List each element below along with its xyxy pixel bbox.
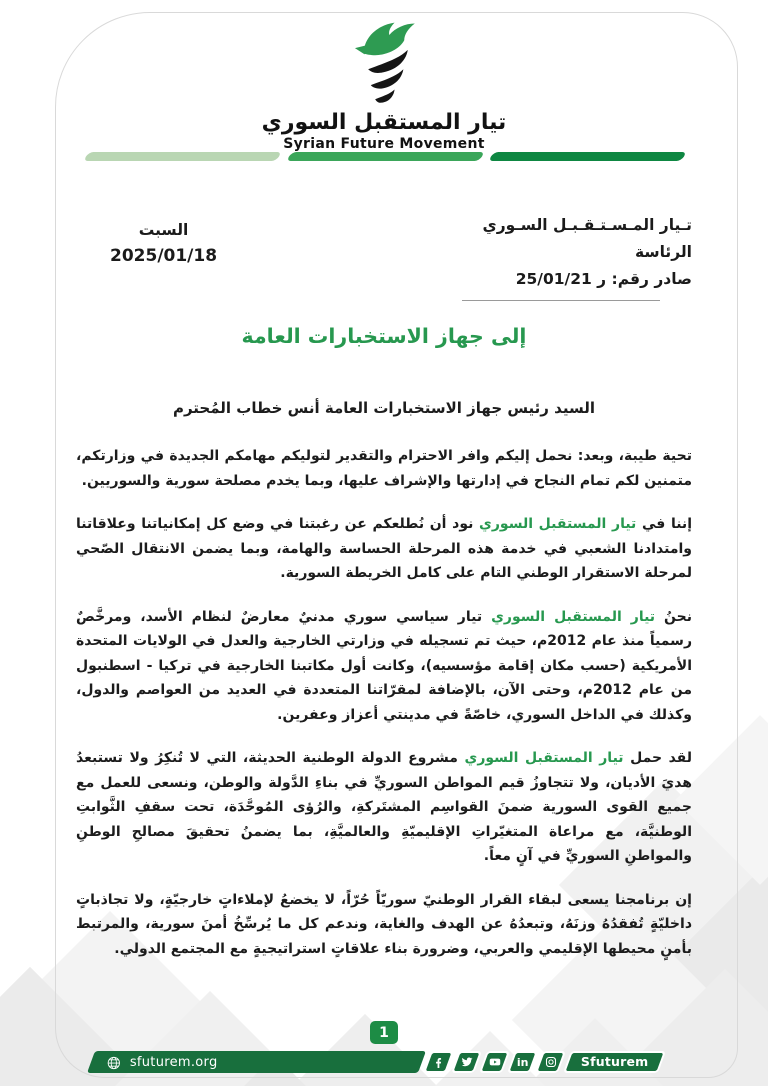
- paragraph: [76, 888, 692, 962]
- footer: [95, 1051, 662, 1073]
- youtube-icon[interactable]: [479, 1051, 510, 1073]
- paragraph-text: مشروع الدولة الوطنية الحديثة، التي لا تُنكِرُ ولا تستبعدُ هديَ الأديان، ولا تتجاوزُ قيم المواطن السوريِّ في بناءِ الدَّولة والوطن، ونسعى للعمل مع جميع القوى السورية ضمنَ القواسِم المشتَركةِ، والرُؤى المُوحَّدَة، تحت سقفِ الثَّوابتِ الوطنيَّة، مع مراعاة المتغيّراتِ الإقليميّةِ والعالميَّةِ، بما يضمنُ تحقيقَ مصالحِ الوطنِ والمواطنِ السوريِّ في آنٍ معاً.: [76, 750, 692, 864]
- org-english-name: Syrian Future Movement: [283, 136, 485, 152]
- letter-meta: [110, 212, 692, 301]
- linkedin-glyph: in: [516, 1055, 528, 1069]
- meta-issuer-block: [462, 212, 692, 301]
- reference-divider: [462, 300, 660, 301]
- paragraph: [76, 512, 692, 586]
- meta-date: 2025/01/18: [110, 246, 218, 266]
- page-number-badge: 1: [370, 1021, 398, 1044]
- paragraph: [76, 746, 692, 869]
- website-bar[interactable]: [87, 1051, 426, 1073]
- linkedin-icon[interactable]: [507, 1051, 538, 1073]
- meta-reference: صادر رقم: ر 25/01/21: [515, 270, 692, 288]
- addressee-line: السيد رئيس جهاز الاستخبارات العامة أنس خطاب المُحترم: [172, 399, 595, 417]
- meta-day: السبت: [138, 221, 189, 239]
- letter-title: إلى جهاز الاستخبارات العامة: [241, 324, 527, 348]
- paragraph-text: إننا في: [636, 516, 692, 532]
- org-name-accent: تيار المستقبل السوري: [479, 516, 637, 532]
- facebook-icon[interactable]: [423, 1051, 454, 1073]
- paragraph-text: نحنُ: [655, 608, 692, 625]
- bar-dark-green: [489, 152, 687, 161]
- letter-paragraphs: [76, 444, 692, 980]
- paragraph: [76, 444, 692, 493]
- paragraph-text: لقد حمل: [623, 750, 693, 766]
- meta-date-block: [110, 218, 217, 301]
- paragraph-text: تحية طيبة، وبعد: نحمل إليكم وافر الاحترام والتقدير لتوليكم مهامكم الجديدة في وزارتكم، متمنين لكم تمام النجاح في إدارتها والإشراف عليها، وبما يخدم مصلحة سورية والسوريين.: [76, 448, 692, 489]
- website-url[interactable]: sfuturem.org: [130, 1054, 218, 1070]
- paragraph-text: نود أن نُطلعكم عن رغبتنا في وضع كل إمكانياتنا وعلاقاتنا وامتدادنا الشعبي في خدمة هذه المرحلة الحساسة والهامة، وبما يضمن الانتقال الصّحي لمرحلة الاستقرار الوطني التام على كامل الخريطة السورية.: [76, 516, 692, 581]
- paragraph-text: إن برنامجنا يسعى لبقاء القرار الوطنيّ سوريّاً حُرّاً، لا يخضعُ لإملاءاتٍ خارجيّةٍ، ولا تجاذباتٍ داخليّةٍ تُفقدُهُ وزنَهُ، وتبعدُهُ عن الهدف والغاية، وندعم كل ما يُرسِّخُ أمنَ سورية، والمرتبط بأمنٍ محيطها الإقليمي والعربي، وضرورة بناء علاقاتٍ استراتيجيةٍ مع المجتمع الدولي.: [76, 891, 692, 957]
- org-name-accent: تيار المستقبل السوري: [464, 750, 624, 766]
- bar-light-green: [83, 152, 281, 161]
- social-handle-label: Sfuturem: [580, 1053, 648, 1069]
- meta-org-name: تـيار المـسـتـقـبـل السـوري: [482, 216, 692, 234]
- twitter-icon[interactable]: [451, 1051, 482, 1073]
- meta-department: الرئاسة: [634, 243, 692, 261]
- paragraph-text: تيار سياسي سوري مدنيٌ معارضٌ لنظام الأسد، ومرخَّصٌ رسمياً منذ عام 2012م، حيث تم تسجيله في وزارتي الخارجية والعدل في الولايات المتحدة الأمريكية (حسب مكان إقامة مؤسسيه)، وكانت أول مكاتبنا الخارجية في تركيا - اسطنبول من عام 2012م، وحتى الآن، بالإضافة لمقرّاتنا المتعددة في العديد من العواصم والدول، وكذلك في الداخل السوري، خاصّةً في مدينتي أعزاز وعفرين.: [76, 608, 693, 723]
- social-handle-badge[interactable]: [563, 1051, 666, 1073]
- globe-icon: [107, 1055, 121, 1069]
- instagram-icon[interactable]: [535, 1051, 566, 1073]
- phoenix-flame-logo: [340, 20, 428, 108]
- header: [0, 20, 768, 152]
- paragraph: [76, 605, 692, 728]
- org-name-accent: تيار المستقبل السوري: [491, 608, 656, 625]
- org-arabic-name: تيار المستقبل السوري: [261, 110, 507, 135]
- bar-medium-green: [286, 152, 484, 161]
- header-bars: [86, 152, 684, 161]
